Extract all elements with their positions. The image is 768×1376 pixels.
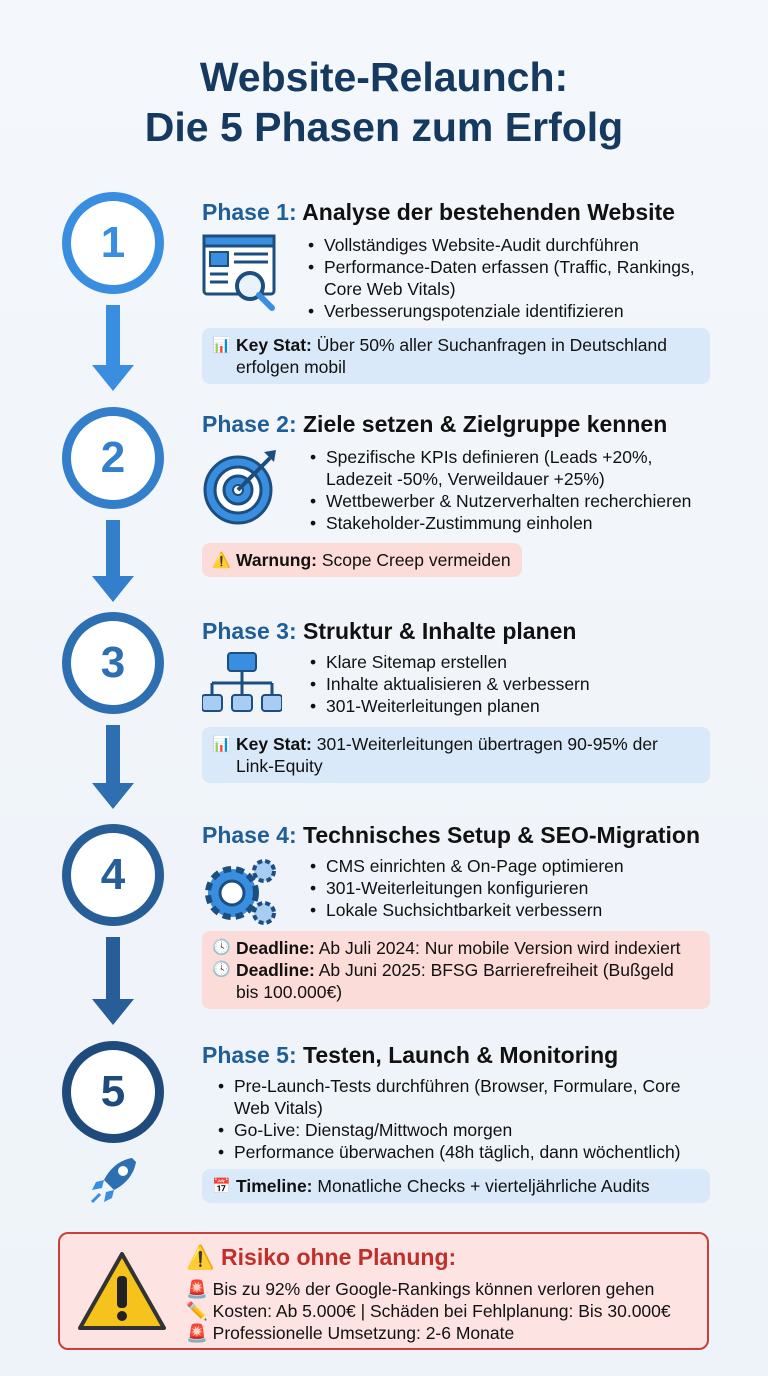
bar-chart-icon: 📊 — [212, 337, 231, 354]
warning-icon: ⚠️ — [186, 1244, 215, 1270]
bullet: • Inhalte aktualisieren & verbessern — [310, 673, 720, 695]
risk-line — [186, 1322, 671, 1344]
risk-title — [186, 1244, 456, 1271]
note-text: Über 50% aller Suchanfragen in Deutschland erfolgen mobil — [236, 335, 667, 377]
siren-icon: 🚨 — [186, 1323, 208, 1343]
phase-heading — [202, 1041, 712, 1069]
note-label: Deadline: — [236, 960, 315, 980]
phase-title: Technisches Setup & SEO-Migration — [303, 822, 701, 848]
deadline-item — [212, 937, 700, 959]
siren-icon: 🚨 — [186, 1279, 208, 1299]
phase-5 — [202, 1041, 712, 1211]
phase-number: 1 — [100, 218, 126, 267]
bullet: • CMS einrichten & On-Page optimieren — [310, 855, 720, 877]
phase-label: Phase 1: — [202, 199, 297, 225]
phase-title: Struktur & Inhalte planen — [303, 618, 577, 644]
gears-icon — [202, 853, 282, 933]
deadline-box — [202, 931, 710, 1009]
risk-line-text: Kosten: Ab 5.000€ | Schäden bei Fehlplanung: Bis 30.000€ — [212, 1301, 671, 1321]
note-label: Key Stat: — [236, 734, 312, 754]
phase-number: 5 — [100, 1067, 126, 1116]
phase-1-circle — [62, 192, 164, 294]
phase-number: 4 — [100, 850, 126, 899]
warning-box — [202, 543, 522, 577]
risk-line-text: Bis zu 92% der Google-Rankings können verloren gehen — [212, 1279, 655, 1299]
note-label: Warnung: — [236, 550, 317, 570]
phase-2 — [202, 410, 712, 580]
bullet-list — [310, 651, 720, 717]
bullet: • 301-Weiterleitungen planen — [310, 695, 720, 717]
phase-title: Testen, Launch & Monitoring — [303, 1042, 619, 1068]
title-line-1: Website-Relaunch: — [199, 54, 569, 100]
target-icon — [202, 446, 282, 526]
phase-3-circle — [62, 612, 164, 714]
bar-chart-icon: 📊 — [212, 736, 231, 753]
phase-4-circle — [62, 824, 164, 926]
risk-line-text: Professionelle Umsetzung: 2-6 Monate — [212, 1323, 515, 1343]
phase-number: 3 — [100, 638, 126, 687]
timeline-box — [202, 1169, 710, 1203]
bullet-list — [218, 1075, 718, 1163]
phase-label: Phase 2: — [202, 411, 297, 437]
phase-number: 2 — [100, 433, 126, 482]
bullet: • Go-Live: Dienstag/Mittwoch morgen — [218, 1119, 718, 1141]
bullet: • Stakeholder-Zustimmung einholen — [310, 512, 720, 534]
bullet-list — [310, 855, 720, 921]
website-search-icon — [202, 234, 282, 314]
note-text: Scope Creep vermeiden — [321, 550, 511, 570]
risk-lines — [186, 1278, 671, 1344]
phase-2-circle — [62, 407, 164, 509]
phase-label: Phase 3: — [202, 618, 297, 644]
phase-heading — [202, 617, 712, 645]
warning-icon: ⚠️ — [212, 552, 231, 569]
phase-heading — [202, 410, 712, 438]
bullet: • 301-Weiterleitungen konfigurieren — [310, 877, 720, 899]
bullet: • Lokale Suchsichtbarkeit verbessern — [310, 899, 720, 921]
phase-heading — [202, 198, 712, 226]
phase-title: Analyse der bestehenden Website — [302, 199, 675, 225]
phase-3 — [202, 617, 712, 787]
sitemap-icon — [202, 651, 282, 731]
key-stat-box — [202, 328, 710, 384]
clock-icon: 🕓 — [212, 961, 231, 978]
note-text: 301-Weiterleitungen übertragen 90-95% der Link-Equity — [236, 734, 658, 776]
phase-4 — [202, 821, 712, 1011]
rocket-icon — [86, 1152, 142, 1208]
bullet: • Spezifische KPIs definieren (Leads +20%, Ladezeit -50%, Verweildauer +25%) — [310, 446, 720, 490]
arrow-down-icon — [92, 937, 134, 1025]
note-label: Key Stat: — [236, 335, 312, 355]
bullet: • Verbesserungspotenziale identifizieren — [308, 300, 718, 322]
deadline-item — [212, 959, 700, 1003]
clock-icon: 🕓 — [212, 939, 231, 956]
key-stat-box — [202, 727, 710, 783]
bullet: • Wettbewerber & Nutzerverhalten recherchieren — [310, 490, 720, 512]
calendar-icon: 📅 — [212, 1178, 231, 1195]
bullet: • Pre-Launch-Tests durchführen (Browser, Formulare, Core Web Vitals) — [218, 1075, 718, 1119]
phase-label: Phase 5: — [202, 1042, 297, 1068]
risk-line — [186, 1278, 671, 1300]
warning-triangle-icon — [76, 1250, 168, 1332]
phase-label: Phase 4: — [202, 822, 297, 848]
phase-1 — [202, 198, 712, 388]
arrow-down-icon — [92, 725, 134, 809]
note-text: Ab Juni 2025: BFSG Barrierefreiheit (Bußgeld bis 100.000€) — [236, 960, 674, 1002]
page-title — [0, 52, 768, 152]
bullet: • Vollständiges Website-Audit durchführen — [308, 234, 718, 256]
phase-title: Ziele setzen & Zielgruppe kennen — [303, 411, 668, 437]
bullet: • Performance überwachen (48h täglich, dann wöchentlich) — [218, 1141, 718, 1163]
note-label: Deadline: — [236, 938, 315, 958]
risk-line — [186, 1300, 671, 1322]
arrow-down-icon — [92, 520, 134, 602]
bullet: • Performance-Daten erfassen (Traffic, Rankings, Core Web Vitals) — [308, 256, 718, 300]
phase-heading — [202, 821, 712, 849]
pencil-icon: ✏️ — [186, 1301, 208, 1321]
note-text: Monatliche Checks + vierteljährliche Audits — [317, 1176, 650, 1196]
bullet: • Klare Sitemap erstellen — [310, 651, 720, 673]
risk-box — [58, 1232, 709, 1350]
phase-5-circle — [62, 1041, 164, 1143]
bullet-list — [308, 234, 718, 322]
note-text: Ab Juli 2024: Nur mobile Version wird indexiert — [318, 938, 681, 958]
risk-title-text: Risiko ohne Planung: — [221, 1244, 457, 1270]
bullet-list — [310, 446, 720, 534]
arrow-down-icon — [92, 305, 134, 391]
title-line-2: Die 5 Phasen zum Erfolg — [144, 104, 624, 150]
note-label: Timeline: — [236, 1176, 313, 1196]
